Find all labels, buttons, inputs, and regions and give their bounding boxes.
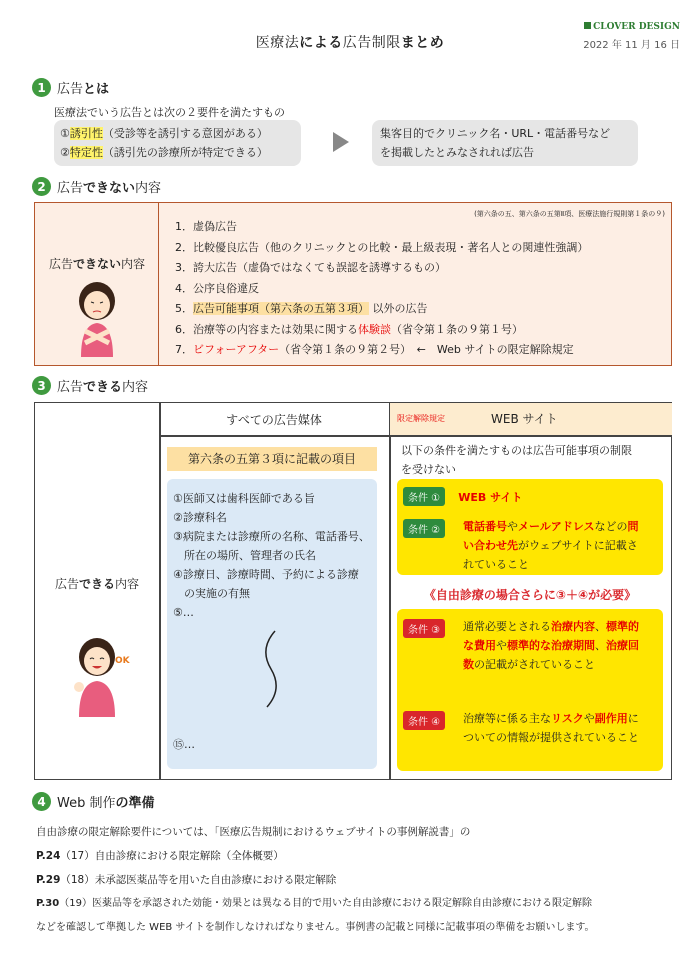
section-number: 3 [32, 376, 51, 395]
free-treatment-conditions-panel [397, 609, 663, 771]
condition-3-badge: 条件 ③ [403, 619, 445, 638]
section1-heading: 1 広告とは [32, 78, 109, 97]
svg-text:OK: OK [115, 656, 130, 666]
condition-1: 条件 ① WEB サイト [403, 486, 522, 506]
prohibited-list [175, 217, 588, 361]
section4-heading: 4 Web 制作の準備 [32, 792, 155, 811]
condition-3: 条件 ③ 通常必要とされる治療内容、標準的 な費用や標準的な治療期間、治療回 数の記載がされていること [403, 617, 657, 674]
reference-p24: P.24（17）自由診療における限定解除（全体概要） [36, 850, 284, 862]
section1-intro: 医療法でいう広告とは次の２要件を満たすもの [54, 106, 285, 119]
clover-icon [584, 22, 591, 29]
prohibited-item-4: 4．公序良俗違反 [175, 281, 259, 295]
condition-4-badge: 条件 ④ [403, 711, 445, 730]
article-items-list: ①医師又は歯科医師である旨 ②診療科名 ③病院または診療所の名称、電話番号、 所在の場所、管理者の氏名 ④診療日、診療時間、予約による診療 の実施の有無 ⑤… [173, 492, 370, 619]
reference-p29: P.29（18）未承認医薬品等を用いた自由診療における限定解除 [36, 874, 337, 886]
requirement-2: ②特定性（誘引先の診療所が特定できる） [60, 146, 268, 159]
web-preparation-text: 自由診療の限定解除要件については、「医療広告規制におけるウェブサイトの事例解説書」の P.24（17）自由診療における限定解除（全体概要） P.29（18）未承認医薬品等を用いた自由診療における限定解除 P.30（19）医薬品等を承認された効能・効果とは異なる目的で用いた自由診療における限定解除自由診療における限定解除 などを確認して準拠した WEB サイトを制作しなければなりません。事例書の記載と同様に記載事項の準備をお願いします。 [36, 820, 686, 940]
arrow-right-icon [333, 132, 349, 152]
reference-p30: P.30（19）医薬品等を承認された効能・効果とは異なる目的で用いた自由診療における限定解除自由診療における限定解除 [36, 898, 592, 909]
article-items-panel [167, 479, 377, 769]
requirements-box [54, 120, 301, 166]
worried-woman-illustration [73, 279, 121, 357]
prohibited-table [34, 202, 672, 366]
prohibited-side-cell [35, 203, 159, 365]
page-title: 医療法による広告制限まとめ [255, 35, 445, 51]
article-title: 第六条の五第３項に記載の項目 [167, 447, 377, 471]
side-label: 広告できる内容 [54, 577, 140, 591]
section-number: 2 [32, 177, 51, 196]
section3-heading: 3 広告できる内容 [32, 376, 148, 395]
section2-heading: 2 広告できない内容 [32, 177, 161, 196]
ok-woman-illustration [71, 635, 131, 717]
all-media-header: すべての広告媒体 [226, 413, 322, 427]
result-box: 集客目的でクリニック名・URL・電話番号など を掲載したとみなされれば広告 [372, 120, 638, 166]
document-date: 2022 年 11 月 16 日 [583, 40, 680, 51]
prohibited-item-6: 6．治療等の内容または効果に関する体験談（省令第１条の９第１号） [175, 322, 523, 336]
limited-release-tag: 限定解除規定 [397, 414, 445, 423]
basic-conditions-panel [397, 479, 663, 575]
requirement-1: ①誘引性（受診等を誘引する意図がある） [60, 127, 268, 140]
web-site-header: WEB サイト [491, 412, 558, 426]
prohibited-item-2: 2．比較優良広告（他のクリニックとの比較・最上級表現・著名人との関連性強調） [175, 240, 589, 254]
prohibited-item-1: 1．虚偽広告 [175, 220, 237, 233]
condition-2: 条件 ② 電話番号やメールアドレスなどの問 い合わせ先がウェブサイトに記載さ れていること [403, 517, 657, 574]
section-number: 4 [32, 792, 51, 811]
web-intro: 以下の条件を満たすものは広告可能事項の制限 を受けない [401, 444, 632, 476]
prohibited-item-5: 5．広告可能事項（第六条の五第３項） 以外の広告 [175, 302, 428, 315]
ellipsis-wave-icon [257, 629, 287, 709]
brand-logo: CLOVER DESIGN [584, 22, 680, 32]
prohibited-item-7: 7．ビフォーアフター（省令第１条の９第２号） ← Web サイトの限定解除規定 [175, 343, 574, 356]
section-number: 1 [32, 78, 51, 97]
permitted-table [34, 402, 672, 780]
prohibited-item-3: 3．誇大広告（虚偽ではなくても誤認を誘導するもの） [175, 261, 446, 274]
legal-source: (第六条の五、第六条の五第Ⅱ項、医療法施行規則第１条の９) [474, 210, 665, 218]
condition-4: 条件 ④ 治療等に係る主なリスクや副作用に ついての情報が提供されていること [403, 709, 657, 747]
condition-2-badge: 条件 ② [403, 519, 445, 538]
article-item-last: ⑮… [173, 738, 195, 751]
side-label: 広告できない内容 [48, 257, 146, 271]
condition-1-badge: 条件 ① [403, 487, 445, 506]
free-treatment-note: 《自由診療の場合さらに③＋④が必要》 [423, 588, 637, 602]
